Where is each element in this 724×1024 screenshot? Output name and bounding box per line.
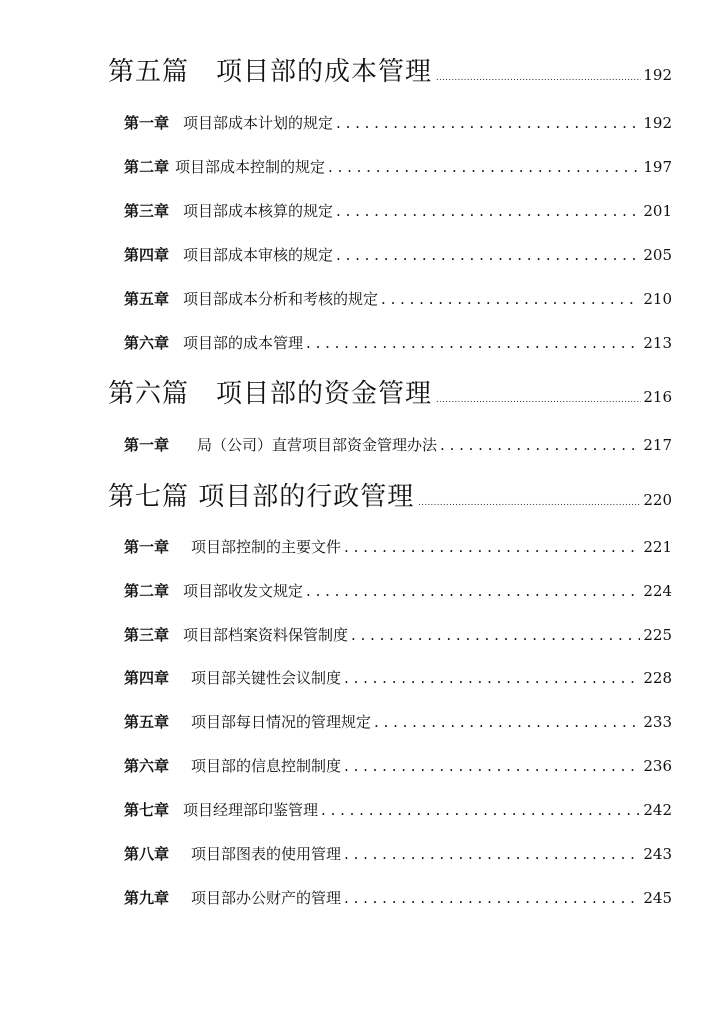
chapter-number: 第一章 bbox=[124, 114, 170, 132]
chapter-number: 第五章 bbox=[124, 713, 170, 731]
page-number: 242 bbox=[643, 801, 672, 819]
page-number: 243 bbox=[643, 845, 672, 863]
chapter-title: 项目部关键性会议制度 bbox=[191, 669, 342, 687]
dot-leader bbox=[336, 245, 640, 265]
chapter-title: 项目部收发文规定 bbox=[183, 582, 304, 600]
toc-part-entry[interactable] bbox=[108, 378, 672, 416]
chapter-title: 项目部成本计划的规定 bbox=[183, 114, 334, 132]
page-number: 192 bbox=[643, 66, 672, 84]
chapter-number: 第四章 bbox=[124, 669, 170, 687]
chapter-title: 项目部办公财产的管理 bbox=[191, 889, 342, 907]
dot-leader bbox=[328, 157, 640, 177]
toc-part-entry[interactable] bbox=[108, 481, 672, 519]
chapter-title: 项目部每日情况的管理规定 bbox=[191, 713, 372, 731]
chapter-title: 项目部的成本管理 bbox=[183, 334, 304, 352]
chapter-title: 局（公司）直营项目部资金管理办法 bbox=[197, 436, 438, 454]
page-number: 220 bbox=[643, 491, 672, 509]
toc-chapter-entry[interactable] bbox=[124, 668, 672, 688]
chapter-number: 第三章 bbox=[124, 626, 170, 644]
chapter-title: 项目部成本审核的规定 bbox=[183, 246, 334, 264]
page-number: 233 bbox=[643, 713, 672, 731]
chapter-title: 项目部档案资料保管制度 bbox=[183, 626, 349, 644]
toc-chapter-entry[interactable] bbox=[124, 844, 672, 864]
toc-chapter-entry[interactable] bbox=[124, 537, 672, 557]
dot-leader bbox=[381, 289, 640, 309]
chapter-title: 项目部成本控制的规定 bbox=[175, 158, 326, 176]
page-number: 217 bbox=[643, 436, 672, 454]
toc-chapter-entry[interactable] bbox=[124, 756, 672, 776]
chapter-title: 项目部成本分析和考核的规定 bbox=[183, 290, 379, 308]
chapter-title: 项目部成本核算的规定 bbox=[183, 202, 334, 220]
dot-leader bbox=[336, 201, 640, 221]
dot-leader bbox=[306, 581, 640, 601]
page-number: 228 bbox=[643, 669, 672, 687]
toc-chapter-entry[interactable] bbox=[124, 201, 672, 221]
toc-part-entry[interactable] bbox=[108, 56, 672, 94]
chapter-number: 第一章 bbox=[124, 436, 170, 454]
page-number: 192 bbox=[643, 114, 672, 132]
toc-chapter-entry[interactable] bbox=[124, 245, 672, 265]
toc-chapter-entry[interactable] bbox=[124, 888, 672, 908]
dot-leader bbox=[436, 62, 641, 94]
chapter-number: 第二章 bbox=[124, 582, 170, 600]
dot-leader bbox=[344, 844, 640, 864]
chapter-title: 项目部图表的使用管理 bbox=[191, 845, 342, 863]
page-number: 221 bbox=[643, 538, 672, 556]
page-number: 210 bbox=[643, 290, 672, 308]
part-title: 第七篇 项目部的行政管理 bbox=[108, 482, 415, 512]
dot-leader bbox=[436, 384, 641, 416]
dot-leader bbox=[306, 333, 640, 353]
chapter-title: 项目经理部印鉴管理 bbox=[183, 801, 319, 819]
part-title: 第五篇 项目部的成本管理 bbox=[108, 57, 433, 87]
dot-leader bbox=[440, 435, 640, 455]
dot-leader bbox=[351, 625, 640, 645]
page-number: 197 bbox=[643, 158, 672, 176]
dot-leader bbox=[344, 888, 640, 908]
toc-chapter-entry[interactable] bbox=[124, 800, 672, 820]
dot-leader bbox=[418, 487, 641, 519]
chapter-number: 第四章 bbox=[124, 246, 170, 264]
dot-leader bbox=[344, 668, 640, 688]
dot-leader bbox=[374, 712, 640, 732]
page-number: 216 bbox=[643, 388, 672, 406]
page-number: 213 bbox=[643, 334, 672, 352]
chapter-number: 第八章 bbox=[124, 845, 170, 863]
page-number: 224 bbox=[643, 582, 672, 600]
page-number: 236 bbox=[643, 757, 672, 775]
page-number: 205 bbox=[643, 246, 672, 264]
chapter-number: 第六章 bbox=[124, 757, 170, 775]
part-title: 第六篇 项目部的资金管理 bbox=[108, 379, 433, 409]
chapter-number: 第二章 bbox=[124, 158, 170, 176]
toc-chapter-entry[interactable] bbox=[124, 113, 672, 133]
page-number: 201 bbox=[643, 202, 672, 220]
chapter-number: 第七章 bbox=[124, 801, 170, 819]
dot-leader bbox=[344, 537, 640, 557]
chapter-number: 第九章 bbox=[124, 889, 170, 907]
chapter-number: 第六章 bbox=[124, 334, 170, 352]
dot-leader bbox=[321, 800, 640, 820]
toc-chapter-entry[interactable] bbox=[124, 157, 672, 177]
chapter-title: 项目部的信息控制制度 bbox=[191, 757, 342, 775]
chapter-number: 第一章 bbox=[124, 538, 170, 556]
dot-leader bbox=[336, 113, 640, 133]
dot-leader bbox=[344, 756, 640, 776]
page-number: 225 bbox=[643, 626, 672, 644]
page-number: 245 bbox=[643, 889, 672, 907]
chapter-title: 项目部控制的主要文件 bbox=[191, 538, 342, 556]
toc-chapter-entry[interactable] bbox=[124, 435, 672, 455]
toc-chapter-entry[interactable] bbox=[124, 581, 672, 601]
chapter-number: 第五章 bbox=[124, 290, 170, 308]
chapter-number: 第三章 bbox=[124, 202, 170, 220]
toc-chapter-entry[interactable] bbox=[124, 289, 672, 309]
toc-chapter-entry[interactable] bbox=[124, 625, 672, 645]
toc-chapter-entry[interactable] bbox=[124, 333, 672, 353]
toc-chapter-entry[interactable] bbox=[124, 712, 672, 732]
